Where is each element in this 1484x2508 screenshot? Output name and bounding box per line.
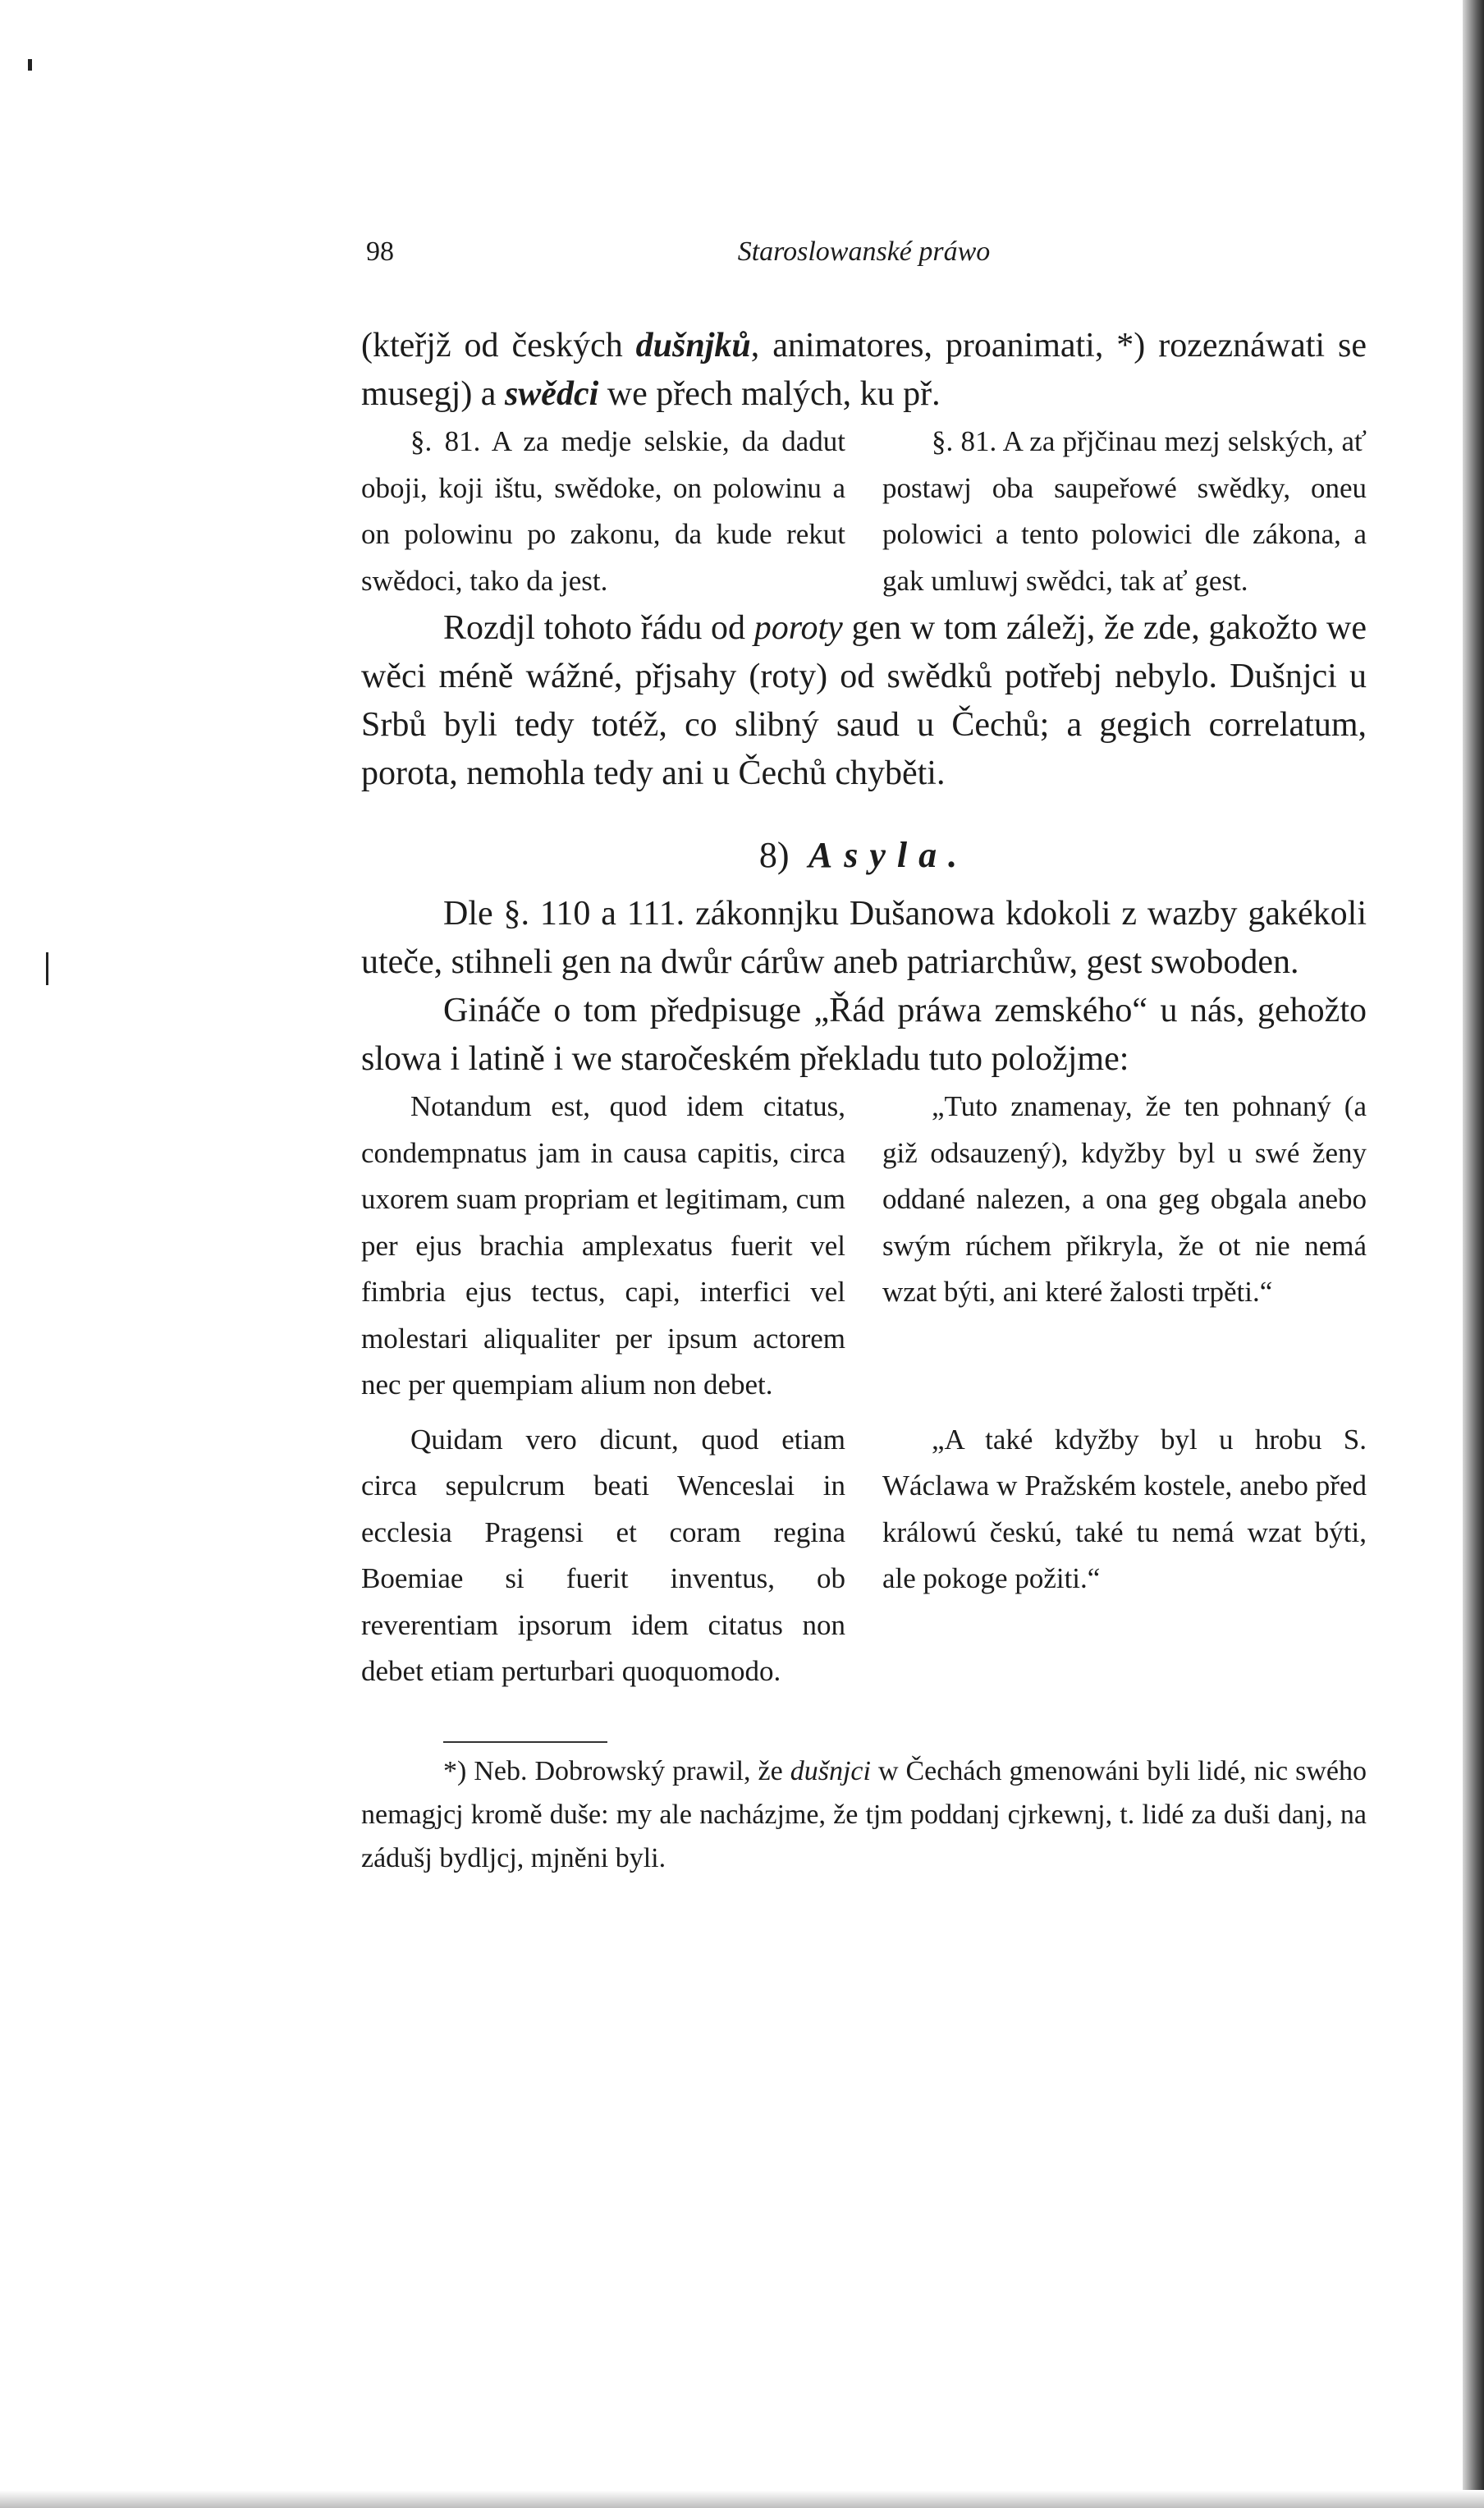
intro-text-3: we přech malých, ku př. (598, 375, 941, 413)
footnote-emphasis: dušnjci (790, 1755, 871, 1786)
section-81-serbian (361, 419, 845, 604)
footnote-text-1: *) Neb. Dobrowský prawil, že (443, 1755, 790, 1786)
intro-emphasis-1: dušnjků (635, 327, 751, 365)
section-81-serbian-text: §. 81. A za medje selskie, da dadut oboji, koji ištu, swědoke, on polowinu a on polowinu po zakonu, da kude rekut swědoci, tako da jest. (361, 425, 845, 597)
section-number: 8) (758, 835, 790, 875)
page-number: 98 (366, 236, 394, 267)
book-page (361, 222, 1367, 1880)
dle-paragraph: Dle §. 110 a 111. zákonnjku Dušanowa kdokoli z wazby gakékoli uteče, stihneli gen na dwůr cárůw aneb patriarchůw, gest swoboden. (361, 895, 1367, 981)
intro-emphasis-2: swědci (504, 375, 599, 413)
rozdjl-paragraph (361, 604, 1367, 798)
rozdjl-emphasis: poroty (753, 609, 843, 647)
latin-czech-columns-2 (361, 1417, 1367, 1695)
section-81-czech (882, 419, 1367, 604)
section-81-czech-text: §. 81. A za přjčinau mezj selských, ať postawj oba saupeřowé swědky, oneu polowici a tento polowici dle zákona, a gak umluwj swědci, tak ať gest. (882, 425, 1367, 597)
scan-speck (28, 59, 32, 71)
intro-paragraph (361, 322, 1367, 419)
czech-text-1: „Tuto znamenay, že ten pohnaný (a giž odsauzený), kdyžby byl u swé ženy oddané nalezen, a ona geg obgala anebo swým rúchem přikryla, že ot nie nemá wzat býti, ani které žalosti trpěti.“ (882, 1090, 1367, 1308)
czech-text-2: „A také kdyžby byl u hrobu S. Wáclawa w Pražském kostele, anebo před králowú českú, také tu nemá wzat býti, ale pokoge požiti.“ (882, 1423, 1367, 1594)
intro-text-1: (kteřjž od českých (361, 327, 636, 365)
czech-column-1 (882, 1084, 1367, 1409)
footnote (361, 1749, 1367, 1880)
latin-column-2 (361, 1417, 845, 1695)
section-81-columns (361, 419, 1367, 604)
section-heading (361, 831, 1367, 880)
scan-speck (46, 952, 48, 985)
footnote-rule (443, 1741, 607, 1743)
page-bottom-shadow (0, 2490, 1484, 2508)
footnote-text-2: w Čechách gmenowáni byli lidé, nic swého nemagjcj kromě duše: my ale nacházjme, že tjm poddanj cjrkewnj, t. lidé za duši danj, na zádušj bydljcj, mjněni byli. (361, 1755, 1367, 1873)
section-title: Asyla. (808, 835, 969, 875)
latin-czech-columns-1 (361, 1084, 1367, 1409)
rozdjl-text-1: Rozdjl tohoto řádu od (443, 609, 754, 647)
ginace-paragraph: Gináče o tom předpisuge „Řád práwa zemského“ u nás, gehožto slowa i latině i we staročeském překladu tuto položjme: (361, 992, 1367, 1078)
page-edge-shadow (1463, 0, 1484, 2508)
rozdjl-text-2: gen w tom záležj, že zde, gakožto we wěci méně wážné, přjsahy (roty) od swědků potřebj nebylo. Dušnjci u Srbů byli tedy totéž, co slibný saud u Čechů; a gegich correlatum, porota, nemohla tedy ani u Čechů chyběti. (361, 609, 1367, 792)
latin-text-2: Quidam vero dicunt, quod etiam circa sepulcrum beati Wenceslai in ecclesia Pragensi et coram regina Boemiae si fuerit inventus, ob reverentiam ipsorum idem citatus non debet etiam perturbari quoquomodo. (361, 1423, 845, 1687)
intro-text-2: , animatores, proanimati, *) rozeznáwati se musegj) a (361, 327, 1367, 413)
page-header (361, 222, 1367, 271)
czech-column-2 (882, 1417, 1367, 1695)
running-title: Staroslowanské práwo (737, 236, 991, 267)
latin-text-1: Notandum est, quod idem citatus, condempnatus jam in causa capitis, circa uxorem suam propriam et legitimam, cum per ejus brachia amplexatus fuerit vel fimbria ejus tectus, capi, interfici vel molestari aliqualiter per ipsum actorem nec per quempiam alium non debet. (361, 1090, 845, 1401)
latin-column-1 (361, 1084, 845, 1409)
